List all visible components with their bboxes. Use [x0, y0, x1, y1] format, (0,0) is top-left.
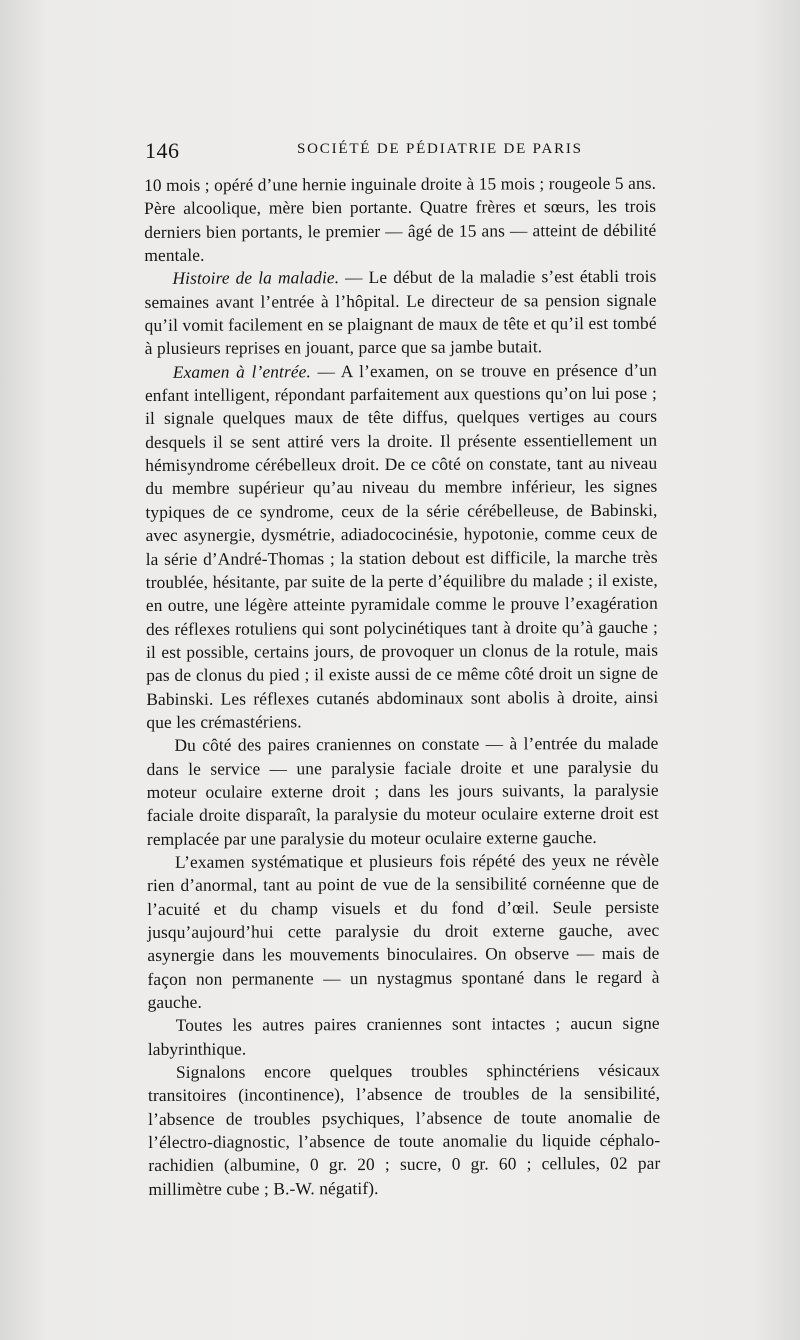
section-heading-examen: Examen à l’entrée. [172, 361, 311, 382]
paragraph-eye-exam [147, 849, 660, 1015]
paragraph-disease-history [144, 265, 656, 361]
paragraph-text: — A l’examen, on se trouve en présence d’un enfant intelligent, répondant parfaitement aux questions qu’on lui pose ; il signale quelques maux de tête diffus, quelques vertiges au cours desquels il se sent attiré vers la droite. Il présente essentiellement un hémisyndrome cérébelleux droit. De ce côté on constate, tant au niveau du membre supérieur qu’au niveau du membre inférieur, les signes typiques de ce syndrome, ceux de la série cérébelleuse, de Babinski, avec asynergie, dysmétrie, adiadococinésie, hypotonie, comme ceux de la série d’André-Thomas ; la station debout est difficile, la marche très troublée, hésitante, par suite de la perte d’équilibre du malade ; il existe, en outre, une légère atteinte pyramidale comme le prouve l’exagération des réflexes rotuliens qui sont polycinétiques tant à droite qu’à gauche ; il est possible, certains jours, de provoquer un clonus de la rotule, mais pas de clonus du pied ; il existe aussi de ce même côté droit un signe de Babinski. Les réflexes cutanés abdominaux sont abolis à droite, ainsi que les crémastériens. [144, 359, 659, 732]
section-heading-histoire: Histoire de la maladie. [172, 267, 340, 289]
paragraph-text: 10 mois ; opéré d’une hernie inguinale droite à 15 mois ; rougeole 5 ans. Père alcoolique, mère bien portante. Quatre frères et sœurs, les trois derniers bien portants, le premier — âgé de 15 ans — atteint de débilité mentale. [144, 172, 657, 266]
paragraph-admission-exam [145, 359, 659, 735]
paragraph-text: Signalons encore quelques troubles sphinctériens vésicaux transitoires (incontinence), l’absence de troubles de la sensibilité, l’absence de troubles psychiques, l’absence de toute anomalie de l’électro-diagnostic, l’absence de toute anomalie du liquide céphalo-rachidien (albumine, 0 gr. 20 ; sucre, 0 gr. 60 ; cellules, 02 par millimètre cube ; B.-W. négatif). [147, 1059, 661, 1199]
body-text [144, 172, 660, 1201]
running-title: SOCIÉTÉ DE PÉDIATRIE DE PARIS [297, 141, 583, 157]
paragraph-family-history [144, 172, 656, 268]
paragraph-text: Du côté des paires craniennes on constate — à l’entrée du malade dans le service — une paralysie faciale droite et une paralysie du moteur oculaire externe droit ; dans les jours suivants, la paralysie faciale droite disparaît, la paralysie du moteur oculaire externe droit est remplacée par une paralysie du moteur oculaire externe gauche. [146, 733, 659, 849]
paragraph-text: — Le début de la maladie s’est établi trois semaines avant l’entrée à l’hôpital. Le directeur de sa pension signale qu’il vomit facilement en se plaignant de maux de tête et qu’il est tombé à plusieurs reprises en jouant, parce que sa jambe butait. [144, 266, 657, 359]
paragraph-other-nerves [148, 1012, 660, 1061]
paragraph-cranial-nerves [146, 732, 659, 851]
paragraph-other-findings [148, 1059, 661, 1201]
page-number: 146 [145, 138, 180, 163]
paragraph-text: L’examen systématique et plusieurs fois répété des yeux ne révèle rien d’anormal, tant au point de vue de la sensibilité cornéenne que de l’acuité et du champ visuels et du fond d’œil. Seule persiste jusqu’aujourd’hui cette paralysie du droit externe gauche, avec asynergie dans les mouvements binoculaires. On observe — mais de façon non permanente — un nystagmus spontané dans le regard à gauche. [147, 849, 660, 1013]
page-header [145, 138, 655, 168]
paragraph-text: Toutes les autres paires craniennes sont intactes ; aucun signe labyrinthique. [147, 1013, 660, 1059]
